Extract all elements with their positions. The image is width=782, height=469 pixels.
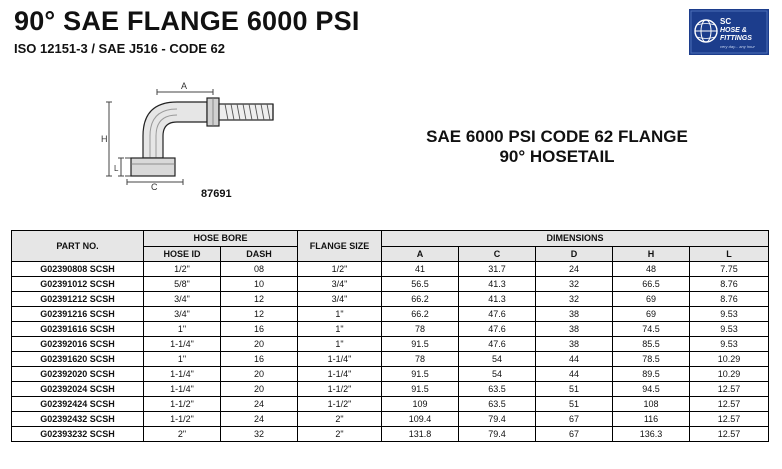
cell-hose-id: 2" (144, 427, 221, 442)
cell-dim-h: 69 (613, 292, 690, 307)
header-hose-id: HOSE ID (144, 246, 221, 262)
cell-dim-d: 38 (536, 322, 613, 337)
cell-flange-size: 2" (298, 427, 382, 442)
cell-dim-a: 66.2 (382, 307, 459, 322)
cell-flange-size: 3/4" (298, 292, 382, 307)
cell-dash: 08 (221, 262, 298, 277)
header-dash: DASH (221, 246, 298, 262)
cell-dim-h: 74.5 (613, 322, 690, 337)
cell-hose-id: 1-1/2" (144, 412, 221, 427)
cell-flange-size: 1-1/2" (298, 382, 382, 397)
cell-dim-a: 109.4 (382, 412, 459, 427)
cell-dim-d: 32 (536, 277, 613, 292)
logo-tagline: very day... any hour (720, 44, 755, 49)
cell-dim-c: 47.6 (459, 307, 536, 322)
cell-hose-id: 1" (144, 322, 221, 337)
cell-dim-c: 79.4 (459, 412, 536, 427)
logo-line1: SC (720, 17, 732, 26)
header-hose-bore: HOSE BORE (144, 231, 298, 247)
cell-dim-l: 12.57 (690, 427, 769, 442)
cell-dim-d: 24 (536, 262, 613, 277)
table-row (12, 382, 769, 397)
dimension-label-a: A (181, 81, 188, 91)
cell-dash: 12 (221, 307, 298, 322)
cell-part-no: G02390808 SCSH (12, 262, 144, 277)
cell-dim-c: 41.3 (459, 292, 536, 307)
table-row (12, 367, 769, 382)
cell-part-no: G02392432 SCSH (12, 412, 144, 427)
cell-dim-c: 41.3 (459, 277, 536, 292)
cell-dash: 16 (221, 352, 298, 367)
cell-dim-c: 47.6 (459, 322, 536, 337)
product-name-line2: 90° HOSETAIL (499, 147, 615, 166)
cell-dim-h: 85.5 (613, 337, 690, 352)
specification-table (11, 230, 769, 442)
product-headline (380, 127, 734, 167)
cell-dim-h: 94.5 (613, 382, 690, 397)
cell-dim-d: 44 (536, 352, 613, 367)
company-logo (689, 9, 769, 55)
globe-icon (695, 20, 717, 42)
cell-dim-a: 91.5 (382, 367, 459, 382)
cell-part-no: G02392020 SCSH (12, 367, 144, 382)
cell-part-no: G02392424 SCSH (12, 397, 144, 412)
standard-subtitle: ISO 12151-3 / SAE J516 - CODE 62 (14, 41, 225, 56)
cell-hose-id: 1/2" (144, 262, 221, 277)
table-header-row-top (12, 231, 769, 247)
cell-dim-l: 9.53 (690, 322, 769, 337)
cell-dim-d: 32 (536, 292, 613, 307)
table-row (12, 277, 769, 292)
cell-flange-size: 1" (298, 307, 382, 322)
dimension-label-l: L (114, 164, 119, 173)
cell-flange-size: 1-1/4" (298, 367, 382, 382)
cell-dim-d: 67 (536, 427, 613, 442)
page-title: 90° SAE FLANGE 6000 PSI (14, 6, 360, 36)
cell-dash: 24 (221, 397, 298, 412)
cell-dim-d: 38 (536, 307, 613, 322)
cell-dim-l: 8.76 (690, 292, 769, 307)
fitting-technical-drawing (95, 78, 277, 190)
cell-dim-a: 66.2 (382, 292, 459, 307)
cell-dim-c: 31.7 (459, 262, 536, 277)
logo-line2: HOSE & (720, 27, 747, 34)
cell-dim-c: 63.5 (459, 382, 536, 397)
cell-dim-a: 78 (382, 352, 459, 367)
cell-dim-h: 66.5 (613, 277, 690, 292)
cell-dim-l: 10.29 (690, 352, 769, 367)
cell-dim-a: 41 (382, 262, 459, 277)
cell-dash: 24 (221, 412, 298, 427)
cell-dim-d: 51 (536, 382, 613, 397)
cell-flange-size: 1" (298, 337, 382, 352)
header-dim-d: D (536, 246, 613, 262)
cell-dim-c: 79.4 (459, 427, 536, 442)
cell-dim-h: 78.5 (613, 352, 690, 367)
cell-dim-a: 109 (382, 397, 459, 412)
cell-dim-l: 9.53 (690, 307, 769, 322)
cell-hose-id: 3/4" (144, 307, 221, 322)
cell-dash: 10 (221, 277, 298, 292)
table-row (12, 337, 769, 352)
cell-part-no: G02391216 SCSH (12, 307, 144, 322)
dimension-label-c: C (151, 182, 158, 190)
cell-dim-d: 38 (536, 337, 613, 352)
cell-dim-c: 54 (459, 367, 536, 382)
cell-hose-id: 1-1/4" (144, 337, 221, 352)
cell-dim-a: 131.8 (382, 427, 459, 442)
cell-hose-id: 1-1/4" (144, 367, 221, 382)
header-dim-h: H (613, 246, 690, 262)
header-dim-a: A (382, 246, 459, 262)
cell-dash: 20 (221, 367, 298, 382)
table-row (12, 427, 769, 442)
cell-flange-size: 1-1/2" (298, 397, 382, 412)
cell-dim-l: 9.53 (690, 337, 769, 352)
table-row (12, 412, 769, 427)
cell-dim-a: 56.5 (382, 277, 459, 292)
header-dim-l: L (690, 246, 769, 262)
cell-dim-c: 54 (459, 352, 536, 367)
cell-hose-id: 5/8" (144, 277, 221, 292)
cell-dim-c: 47.6 (459, 337, 536, 352)
table-row (12, 352, 769, 367)
cell-dim-h: 69 (613, 307, 690, 322)
cell-dim-l: 7.75 (690, 262, 769, 277)
cell-dash: 16 (221, 322, 298, 337)
cell-dim-h: 48 (613, 262, 690, 277)
cell-flange-size: 3/4" (298, 277, 382, 292)
dimension-label-h: H (101, 134, 108, 144)
header-dimensions: DIMENSIONS (382, 231, 769, 247)
cell-dim-a: 78 (382, 322, 459, 337)
cell-dash: 20 (221, 337, 298, 352)
cell-part-no: G02392016 SCSH (12, 337, 144, 352)
drawing-code: 87691 (201, 188, 232, 200)
cell-dash: 20 (221, 382, 298, 397)
cell-flange-size: 2" (298, 412, 382, 427)
cell-flange-size: 1" (298, 322, 382, 337)
cell-hose-id: 1-1/4" (144, 382, 221, 397)
cell-hose-id: 3/4" (144, 292, 221, 307)
cell-part-no: G02393232 SCSH (12, 427, 144, 442)
table-row (12, 322, 769, 337)
cell-dim-d: 67 (536, 412, 613, 427)
header-part-no: PART NO. (12, 231, 144, 262)
table-row (12, 262, 769, 277)
cell-part-no: G02391620 SCSH (12, 352, 144, 367)
header-dim-c: C (459, 246, 536, 262)
cell-dash: 12 (221, 292, 298, 307)
cell-flange-size: 1/2" (298, 262, 382, 277)
cell-hose-id: 1" (144, 352, 221, 367)
cell-dim-h: 89.5 (613, 367, 690, 382)
cell-dim-h: 108 (613, 397, 690, 412)
cell-dash: 32 (221, 427, 298, 442)
cell-dim-l: 8.76 (690, 277, 769, 292)
cell-dim-c: 63.5 (459, 397, 536, 412)
cell-hose-id: 1-1/2" (144, 397, 221, 412)
cell-dim-h: 116 (613, 412, 690, 427)
cell-flange-size: 1-1/4" (298, 352, 382, 367)
table-row (12, 292, 769, 307)
cell-part-no: G02391212 SCSH (12, 292, 144, 307)
cell-part-no: G02391616 SCSH (12, 322, 144, 337)
table-row (12, 397, 769, 412)
cell-part-no: G02392024 SCSH (12, 382, 144, 397)
cell-dim-l: 12.57 (690, 382, 769, 397)
product-name-line1: SAE 6000 PSI CODE 62 FLANGE (426, 127, 688, 146)
table-row (12, 307, 769, 322)
cell-dim-a: 91.5 (382, 382, 459, 397)
cell-part-no: G02391012 SCSH (12, 277, 144, 292)
cell-dim-h: 136.3 (613, 427, 690, 442)
logo-line3: FITTINGS (720, 35, 752, 42)
cell-dim-d: 51 (536, 397, 613, 412)
cell-dim-l: 10.29 (690, 367, 769, 382)
cell-dim-a: 91.5 (382, 337, 459, 352)
cell-dim-d: 44 (536, 367, 613, 382)
header-flange-size: FLANGE SIZE (298, 231, 382, 262)
cell-dim-l: 12.57 (690, 397, 769, 412)
cell-dim-l: 12.57 (690, 412, 769, 427)
